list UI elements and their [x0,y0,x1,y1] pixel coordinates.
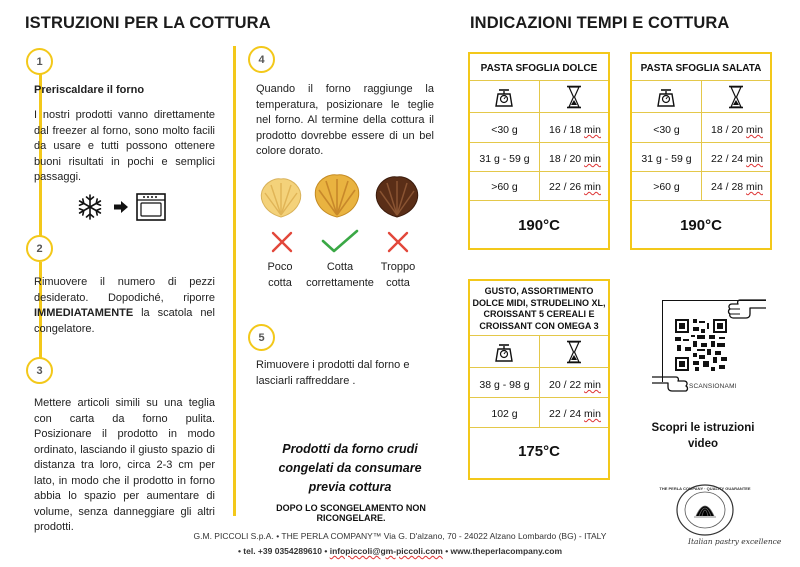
card-pasta-sfoglia-dolce [468,52,610,250]
weight-cell: 31 g - 59 g [479,153,530,165]
cross-icon [386,230,410,254]
weight-cell: 31 g - 59 g [641,153,692,165]
step-1-heading: Preriscaldare il forno [34,84,145,96]
time-cell: 18 / 20 min [549,153,601,165]
hourglass-icon [566,340,582,364]
pastry-perfect-image [312,173,362,219]
refreeze-warning: DOPO LO SCONGELAMENTO NON RICONGELARE. [276,503,426,523]
scale-icon [656,86,676,108]
seal-text: THE PERLA COMPANY · QUALITY GUARANTEE [659,486,751,491]
arrow-right-icon [114,201,128,213]
footer-address: G.M. PICCOLI S.p.A. • THE PERLA COMPANY™ Via G. D'alzano, 70 - 24022 Alzano Lombardo (BG) - ITALY [193,531,607,541]
time-cell: 22 / 24 min [549,408,601,420]
footer-contacts: • tel. +39 0354289610 • infopiccoli@gm-piccoli.com • www.theperlacompany.com [237,546,563,556]
time-cell: 22 / 24 min [711,153,763,165]
video-instructions: Scopri le istruzioni video [651,422,755,450]
weight-cell: 102 g [491,408,518,420]
step-2-text-bold: IMMEDIATAMENTE [34,307,134,319]
check-icon [320,228,360,254]
weight-cell: <30 g [491,124,518,136]
pastry-overcooked-image [373,175,421,219]
quality-seal-logo [659,482,751,538]
temperature: 190°C [518,217,560,234]
doneness-label-correct: Cotta correttamente [306,261,374,289]
qr-caption: SCANSIONAMI [689,383,737,390]
step-2-text [34,275,215,337]
oven-icon [136,193,166,221]
divider-middle [233,46,236,516]
time-cell: 16 / 18 min [549,124,601,136]
left-title: ISTRUZIONI PER LA COTTURA [25,14,271,32]
step-3-text: Mettere articoli simili su una teglia con carta da forno pulita. Posizionare il prodotto in modo ordinato, lasciando il giusto spazio di distanza tra loro, circa 2-3 cm per lato, in modo che il prodotto in forno abbia lo spazio per aumentare di volume, senza danneggiare gli altri prodotti. [34,397,215,533]
doneness-label-over: Troppo cotta [380,261,416,289]
step-4-text: Quando il forno raggiunge la temperatura, posizionare le teglie nel forno. Al termine della cottura il prodotto dovrebbe essere di un bel colore dorato. [256,83,434,157]
scale-icon [494,86,514,108]
time-cell: 24 / 28 min [711,181,763,193]
footer-phone: • tel. +39 0354289610 [237,546,322,556]
pastry-undercooked-image [258,177,304,219]
card-title: PASTA SFOGLIA DOLCE [480,63,598,74]
card-title: GUSTO, ASSORTIMENTO DOLCE MIDI, STRUDELINO XL, CROISSANT 5 CEREALI E CROISSANT CON OMEGA 3 [472,286,606,331]
time-cell: 18 / 20 min [711,124,763,136]
temperature: 175°C [518,443,560,460]
footer-email-link[interactable]: infopiccoli@gm-piccoli.com [329,546,443,556]
footer-website-link[interactable]: www.theperlacompany.com [450,546,563,556]
step-3-badge: 3 [26,357,53,384]
card-assortimento [468,279,610,480]
step-2-text-a: Rimuovere il numero di pezzi desiderato. Dopodiché, riporre [34,276,215,304]
right-title: INDICAZIONI TEMPI E COTTURA [470,14,730,32]
tagline: Italian pastry excellence [688,537,782,546]
time-cell: 22 / 26 min [549,181,601,193]
weight-cell: 38 g - 98 g [479,379,530,391]
card-title: PASTA SFOGLIA SALATA [640,63,762,74]
step-1-text: I nostri prodotti vanno direttamente dal freezer al forno, sono molto facili da usare e tutti possono ottenere buoni risultati in pochi e semplici passaggi. [34,109,215,183]
slogan: Prodotti da forno crudi congelati da consumare previa cottura [278,442,422,494]
cross-icon [270,230,294,254]
doneness-label-under: Poco cotta [267,261,293,289]
qr-code[interactable] [675,319,727,371]
step-5-badge: 5 [248,324,275,351]
hourglass-icon [566,85,582,109]
hourglass-icon [728,85,744,109]
step-2-badge: 2 [26,235,53,262]
snowflake-icon [76,193,104,221]
pointing-hand-icon [650,369,694,393]
step-5-text: Rimuovere i prodotti dal forno e lasciarli raffreddare . [256,359,410,387]
weight-cell: >60 g [491,181,518,193]
step-2-text-b: la scatola nel congelatore. [34,307,215,335]
weight-cell: <30 g [653,124,680,136]
step-1-badge: 1 [26,48,53,75]
weight-cell: >60 g [653,181,680,193]
time-cell: 20 / 22 min [549,379,601,391]
step-4-badge: 4 [248,46,275,73]
card-pasta-sfoglia-salata [630,52,772,250]
scale-icon [494,341,514,363]
temperature: 190°C [680,217,722,234]
